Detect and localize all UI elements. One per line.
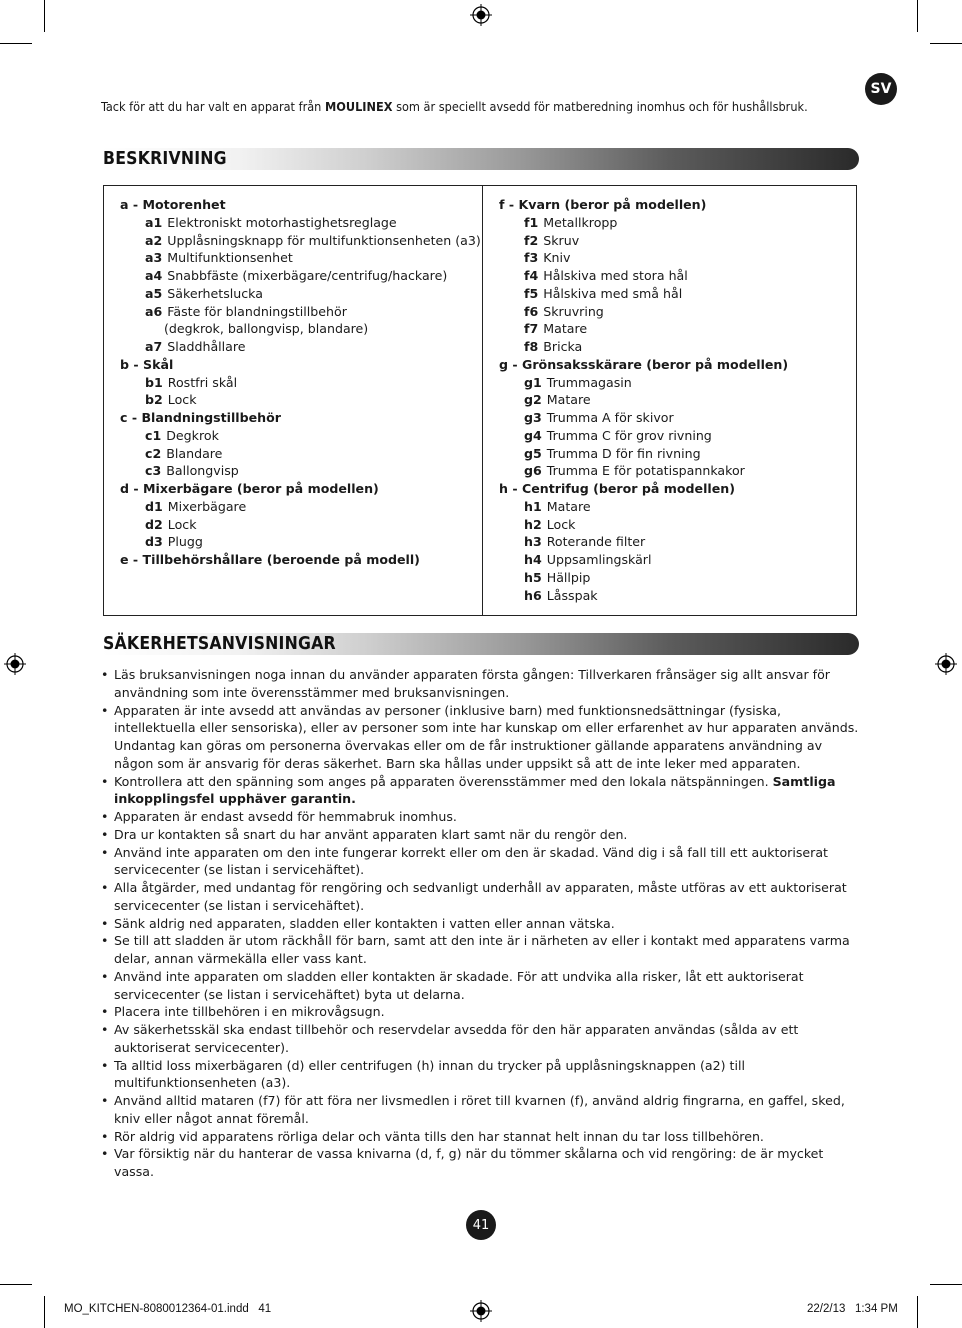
safety-bullet: • Sänk aldrig ned apparaten, sladden eller kontakten i vatten eller annan vätska.: [101, 915, 859, 933]
language-badge: SV: [865, 73, 897, 105]
part-code: g5: [524, 445, 542, 461]
part-group-heading: d - Mixerbägare (beror på modellen): [120, 481, 379, 496]
part-item: [120, 214, 480, 232]
part-code: b2: [145, 392, 163, 408]
safety-bullet: • Använd inte apparaten om sladden eller kontakten är skadade. För att undvika alla risker, låt ett auktoriserat servicecenter (se listan i servicehäftet) byta ut delarna.: [101, 968, 859, 1004]
part-item: [120, 498, 480, 516]
part-code: f2: [524, 232, 539, 248]
part-item: [120, 267, 480, 285]
part-code: a2: [145, 232, 163, 248]
part-item: [499, 427, 849, 445]
part-label: Skruvring: [543, 303, 604, 319]
part-item: [499, 516, 849, 534]
part-item: [120, 445, 480, 463]
part-item: [120, 303, 480, 321]
parts-list-right: [499, 196, 849, 604]
part-item: [499, 320, 849, 338]
footer-file-info: MO_KITCHEN-8080012364-01.indd 41: [64, 1303, 272, 1315]
crop-mark: [917, 1296, 918, 1328]
part-item: [120, 391, 480, 409]
part-code: a5: [145, 285, 163, 301]
part-item: [120, 285, 480, 303]
part-code: f7: [524, 321, 539, 337]
part-code: a6: [145, 303, 163, 319]
part-item: [499, 409, 849, 427]
crop-mark: [930, 1284, 962, 1285]
part-item: [499, 338, 849, 356]
safety-bullet: • Av säkerhetsskäl ska endast tillbehör och reservdelar avsedda för den här apparaten användas (sålda av ett auktoriserat servicecenter).: [101, 1021, 859, 1057]
part-label: Lock: [546, 516, 576, 532]
part-item: [499, 445, 849, 463]
column-divider: [482, 186, 483, 615]
part-label: Metallkropp: [543, 214, 618, 230]
safety-bullet: • Använd inte apparaten om den inte fungerar korrekt eller om den är skadad. Vänd dig i så fall till ett auktoriserat servicecenter (se listan i servicehäftet).: [101, 844, 859, 880]
part-item-continuation: (degkrok, ballongvisp, blandare): [164, 321, 369, 337]
part-code: d2: [145, 516, 163, 532]
part-label: Trumma A för skivor: [546, 410, 674, 425]
safety-warning-emphasis: Samtliga inkopplingsfel upphäver garantin.: [114, 773, 836, 807]
crop-mark: [44, 0, 45, 32]
part-code: g4: [524, 427, 542, 443]
parts-description-box: [103, 185, 857, 616]
safety-bullet: • Apparaten är inte avsedd att användas av personer (inklusive barn) med funktionsnedsättningar (fysiska, intellektuella eller sensoriska), eller av personer som inte har kunskap om eller erfarenhet av hur apparaten används. Undantag kan göras om personerna övervakas eller om de får instruktioner gällande apparatens användning av någon som är ansvarig för deras säkerhet. Barn ska hållas under uppsikt så att de inte leker med apparaten.: [101, 702, 859, 773]
safety-instructions-list: [101, 666, 859, 1181]
part-label: Fäste för blandningstillbehör: [167, 303, 347, 319]
part-label: Rostfri skål: [167, 374, 238, 390]
part-code: h2: [524, 516, 542, 532]
part-label: Blandare: [166, 445, 223, 461]
safety-bullet: • Placera inte tillbehören i en mikrovågsugn.: [101, 1003, 859, 1021]
safety-heading: SÄKERHETSANVISNINGAR: [103, 634, 336, 654]
part-code: d1: [145, 498, 163, 514]
part-item: [499, 232, 849, 250]
part-group-heading: h - Centrifug (beror på modellen): [499, 481, 735, 496]
part-label: Multifunktionsenhet: [167, 250, 293, 266]
part-label: Snabbfäste (mixerbägare/centrifug/hackare): [167, 268, 448, 283]
part-label: Hällpip: [546, 569, 591, 585]
part-item: [499, 498, 849, 516]
part-item: [120, 427, 480, 445]
part-item: [120, 249, 480, 267]
part-label: Säkerhetslucka: [167, 285, 263, 301]
safety-bullet: • Läs bruksanvisningen noga innan du använder apparaten första gången: Tillverkaren frånsäger sig allt ansvar för användning som inte överensstämmer med bruksanvisningen.: [101, 666, 859, 702]
part-label: Hålskiva med små hål: [543, 285, 683, 301]
safety-heading-bar: [101, 633, 859, 655]
brand-name: MOULINEX: [324, 99, 393, 114]
part-label: Sladdhållare: [167, 339, 246, 354]
part-item: [120, 516, 480, 534]
part-code: h1: [524, 498, 542, 514]
registration-mark-icon: [935, 653, 957, 675]
part-code: f6: [524, 303, 539, 319]
part-code: a1: [145, 214, 163, 230]
part-code: g3: [524, 410, 542, 425]
part-item: [499, 249, 849, 267]
registration-mark-icon: [470, 1300, 492, 1322]
registration-mark-icon: [4, 653, 26, 675]
safety-bullet: • Kontrollera att den spänning som anges på apparaten överensstämmer med den lokala nätspänningen. Samtliga inkopplingsfel upphäver garantin.: [101, 773, 859, 809]
part-label: Hålskiva med stora hål: [543, 268, 688, 283]
part-label: Upplåsningsknapp för multifunktionsenheten (a3): [167, 232, 481, 248]
part-label: Matare: [546, 498, 591, 514]
part-label: Lock: [167, 516, 197, 532]
part-label: Plugg: [167, 534, 203, 550]
part-label: Bricka: [543, 339, 583, 354]
part-label: Roterande filter: [546, 534, 646, 550]
part-item: [499, 533, 849, 551]
part-label: Trumma D för fin rivning: [546, 445, 701, 461]
part-item: [120, 338, 480, 356]
part-code: h5: [524, 569, 542, 585]
crop-mark: [930, 43, 962, 44]
part-group-heading: f - Kvarn (beror på modellen): [499, 197, 707, 212]
part-code: a4: [145, 268, 163, 283]
part-label: Trumma E för potatispannkakor: [546, 463, 745, 479]
description-heading-bar: [101, 148, 859, 170]
part-item: [120, 462, 480, 480]
part-group-heading: a - Motorenhet: [120, 197, 226, 212]
safety-bullet: • Rör aldrig vid apparatens rörliga delar och vänta tills den har stannat helt innan du tar loss tillbehören.: [101, 1128, 859, 1146]
part-label: Matare: [543, 321, 588, 337]
crop-mark: [0, 1284, 32, 1285]
part-item: [499, 569, 849, 587]
description-heading: BESKRIVNING: [103, 149, 227, 169]
crop-mark: [917, 0, 918, 32]
part-code: f1: [524, 214, 539, 230]
part-group-heading: c - Blandningstillbehör: [120, 410, 281, 425]
part-item: [120, 374, 480, 392]
part-code: h6: [524, 587, 542, 603]
part-code: h4: [524, 552, 542, 567]
crop-mark: [0, 43, 32, 44]
part-code: h3: [524, 534, 542, 550]
part-label: Ballongvisp: [166, 463, 239, 479]
page-number: 41: [466, 1210, 496, 1240]
part-code: f8: [524, 339, 539, 354]
part-group-heading: e - Tillbehörshållare (beroende på modell): [120, 552, 420, 567]
part-code: a3: [145, 250, 163, 266]
part-group-heading: g - Grönsaksskärare (beror på modellen): [499, 356, 789, 372]
footer-timestamp: 22/2/13 1:34 PM: [807, 1303, 898, 1315]
part-label: Degkrok: [166, 427, 219, 443]
part-item: [499, 587, 849, 605]
safety-bullet: • Dra ur kontakten så snart du har använt apparaten klart samt när du rengör den.: [101, 826, 859, 844]
part-code: f3: [524, 250, 539, 266]
part-code: g1: [524, 374, 542, 390]
part-label: Kniv: [543, 250, 571, 266]
intro-paragraph: Tack för att du har valt en apparat från MOULINEX som är speciellt avsedd för matberedning inomhus och för hushållsbruk.: [101, 99, 808, 114]
part-item: [499, 391, 849, 409]
part-code: b1: [145, 374, 163, 390]
part-label: Mixerbägare: [167, 498, 247, 514]
part-label: Matare: [546, 392, 591, 408]
part-code: c1: [145, 427, 162, 443]
safety-bullet: • Alla åtgärder, med undantag för rengöring och sedvanligt underhåll av apparaten, måste utföras av ett auktoriserat servicecenter (se listan i servicehäftet).: [101, 879, 859, 915]
part-item: [499, 462, 849, 480]
registration-mark-icon: [470, 4, 492, 26]
safety-bullet: • Ta alltid loss mixerbägaren (d) eller centrifugen (h) innan du trycker på upplåsningsknappen (a2) till multifunktionsenheten (a3).: [101, 1057, 859, 1093]
part-code: c2: [145, 445, 162, 461]
part-item: [120, 232, 480, 250]
part-code: d3: [145, 534, 163, 550]
crop-mark: [44, 1296, 45, 1328]
part-item: [499, 374, 849, 392]
part-group-heading: b - Skål: [120, 356, 174, 372]
part-item: [499, 267, 849, 285]
part-item: [499, 303, 849, 321]
part-code: g6: [524, 463, 542, 479]
part-label: Lock: [167, 392, 197, 408]
part-code: f4: [524, 268, 539, 283]
part-item: [120, 533, 480, 551]
part-item: [499, 551, 849, 569]
part-label: Trumma C för grov rivning: [546, 427, 712, 443]
part-label: Skruv: [543, 232, 580, 248]
part-code: g2: [524, 392, 542, 408]
part-label: Uppsamlingskärl: [546, 552, 652, 567]
part-item: [499, 285, 849, 303]
part-label: Elektroniskt motorhastighetsreglage: [167, 214, 397, 230]
safety-bullet: • Apparaten är endast avsedd för hemmabruk inomhus.: [101, 808, 859, 826]
safety-bullet: • Var försiktig när du hanterar de vassa knivarna (d, f, g) när du tömmer skålarna och vid rengöring: de är mycket vassa.: [101, 1145, 859, 1181]
safety-bullet: • Se till att sladden är utom räckhåll för barn, samt att den inte är i närheten av eller i kontakt med apparatens varma delar, annan värmekälla eller vass kant.: [101, 932, 859, 968]
part-item: [499, 214, 849, 232]
parts-list-left: [120, 196, 480, 569]
part-code: f5: [524, 285, 539, 301]
part-label: Låsspak: [546, 587, 598, 603]
part-code: a7: [145, 339, 163, 354]
part-label: Trummagasin: [546, 374, 632, 390]
safety-bullet: • Använd alltid mataren (f7) för att föra ner livsmedlen i röret till kvarnen (f), använd aldrig fingrarna, en gaffel, sked, kniv eller något annat föremål.: [101, 1092, 859, 1128]
part-code: c3: [145, 463, 162, 479]
